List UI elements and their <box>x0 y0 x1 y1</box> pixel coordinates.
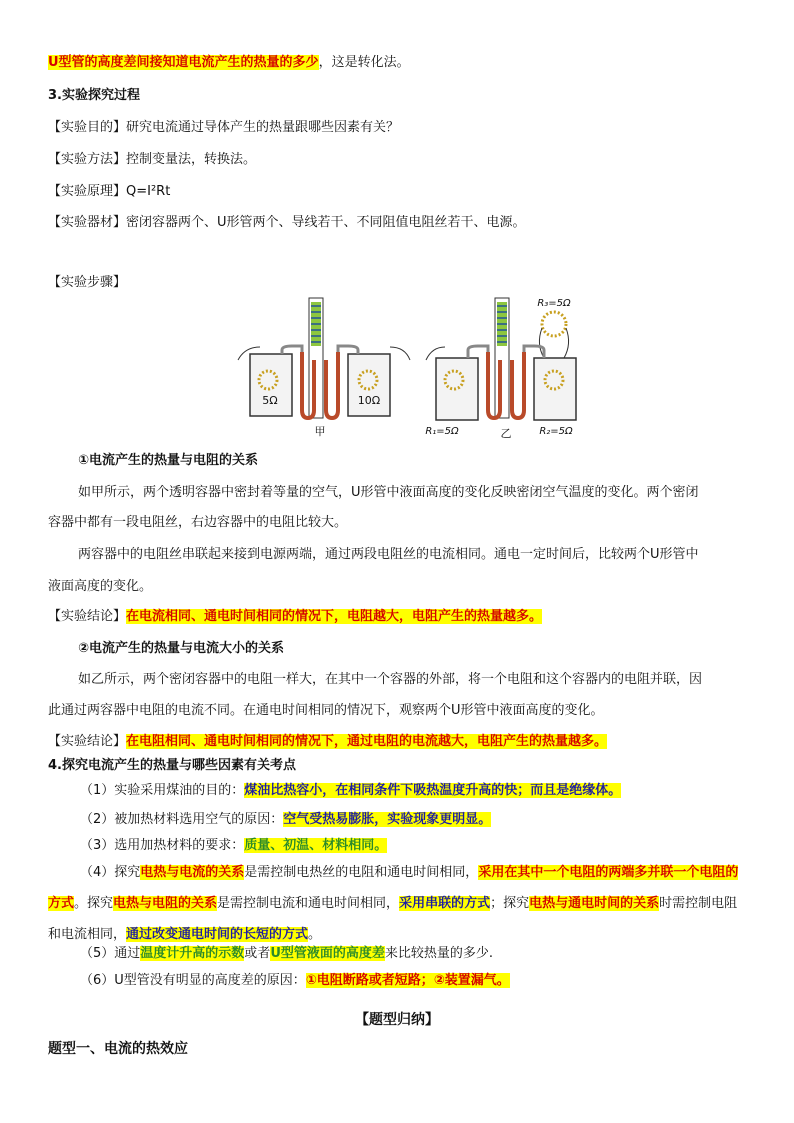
item-4-t3: 。探究 <box>74 896 114 911</box>
item-2-answer: 空气受热易膨胀，实验现象更明显。 <box>283 812 492 827</box>
apparatus-figure <box>230 292 580 442</box>
left-r1-label: 5Ω <box>262 394 278 407</box>
equipment-line <box>48 213 748 233</box>
caption-jia: 甲 <box>314 425 326 438</box>
part1-conclusion <box>48 607 748 627</box>
part2-conclusion <box>48 732 748 752</box>
item-3-text: （3）选用加热材料的要求： <box>80 838 245 853</box>
part2-para1b: 此通过两容器中电阻的电流不同。在通电时间相同的情况下，观察两个U形管中液面高度的变化。 <box>48 703 604 718</box>
item-5-key2: U型管液面的高度差 <box>270 946 385 961</box>
item-4-t6: 时需控制电阻和电流相同， <box>48 896 738 942</box>
item-3 <box>80 836 748 856</box>
item-4-t1: （4）探究 <box>80 865 141 880</box>
item-6-text: （6）U型管没有明显的高度差的原因： <box>80 973 306 988</box>
steps-label: 【实验步骤】 <box>48 275 127 290</box>
item-4-answer3: 通过改变通电时间的长短的方式 <box>126 927 309 942</box>
right-r2-label: R₂=5Ω <box>539 426 573 437</box>
part1-para1a: 如甲所示，两个透明容器中密封着等量的空气，U形管中液面高度的变化反映密闭空气温度的变化。两个密闭 <box>78 485 699 500</box>
setup-jia <box>238 298 410 438</box>
right-r3-label: R₃=5Ω <box>537 298 571 309</box>
principle-label: 【实验原理】 <box>48 184 127 199</box>
item-1-answer: 煤油比热容小，在相同条件下吸热温度升高的快；而且是绝缘体。 <box>244 783 622 798</box>
part1-para1b: 容器中都有一段电阻丝，右边容器中的电阻比较大。 <box>48 515 348 530</box>
part1-para2b: 液面高度的变化。 <box>48 579 153 594</box>
purpose-line <box>48 118 748 138</box>
item-4 <box>48 857 748 950</box>
purpose-label: 【实验目的】 <box>48 120 127 135</box>
item-4-key3: 电热与通电时间的关系 <box>529 896 660 911</box>
item-4-key1: 电热与电流的关系 <box>140 865 245 880</box>
principle-line <box>48 182 748 202</box>
item-4-answer2: 采用串联的方式 <box>399 896 491 911</box>
setup-yi <box>425 298 576 440</box>
external-resistor-icon <box>542 312 566 336</box>
item-3-answer: 质量、初温、材料相同。 <box>244 838 388 853</box>
part2-conclusion-label: 【实验结论】 <box>48 734 127 749</box>
intro-tail: ，这是转化法。 <box>318 55 410 70</box>
right-r1-label: R₁=5Ω <box>425 426 459 437</box>
item-4-answer1: 采用在其中一个电阻的两端多并联一个电阻的方式 <box>48 865 739 911</box>
part1-conclusion-text: 在电流相同、通电时间相同的情况下，电阻越大，电阻产生的热量越多。 <box>126 609 543 624</box>
item-4-t2: 是需控制电热丝的电阻和通电时间相同， <box>244 865 479 880</box>
item-2 <box>80 810 748 830</box>
intro-line <box>48 53 748 73</box>
item-5-t1: （5）通过 <box>80 946 141 961</box>
method-line <box>48 150 748 170</box>
part2-conclusion-text: 在电阻相同、通电时间相同的情况下，通过电阻的电流越大，电阻产生的热量越多。 <box>126 734 608 749</box>
section-3-title: 3.实验探究过程 <box>48 88 140 103</box>
caption-yi: 乙 <box>500 427 512 440</box>
item-1-text: （1）实验采用煤油的目的： <box>80 783 245 798</box>
item-2-text: （2）被加热材料选用空气的原因： <box>80 812 284 827</box>
item-4-t4: 是需控制电流和通电时间相同， <box>217 896 400 911</box>
method-text: 控制变量法，转换法。 <box>126 152 257 167</box>
part2-para1a: 如乙所示，两个密闭容器中的电阻一样大，在其中一个容器的外部，将一个电阻和这个容器内的电阻并联，因 <box>78 672 703 687</box>
purpose-text: 研究电流通过导体产生的热量跟哪些因素有关？ <box>126 120 400 135</box>
item-4-t5: ；探究 <box>490 896 530 911</box>
item-4-key2: 电热与电阻的关系 <box>113 896 218 911</box>
section-4-title: 4.探究电流产生的热量与哪些因素有关考点 <box>48 758 296 773</box>
item-6-answer: ①电阻断路或者短路；②装置漏气。 <box>305 973 510 988</box>
summary-title: 【题型归纳】 <box>355 1012 439 1028</box>
part2-title: ②电流产生的热量与电流大小的关系 <box>78 641 285 656</box>
intro-highlight: U型管的高度差间接知道电流产生的热量的多少 <box>48 55 319 70</box>
part1-conclusion-label: 【实验结论】 <box>48 609 127 624</box>
equipment-label: 【实验器材】 <box>48 215 127 230</box>
method-label: 【实验方法】 <box>48 152 127 167</box>
equipment-text: 密闭容器两个、U形管两个、导线若干、不同阻值电阻丝若干、电源。 <box>126 215 526 230</box>
item-5-t3: 来比较热量的多少. <box>384 946 494 961</box>
part1-para2a: 两容器中的电阻丝串联起来接到电源两端，通过两段电阻丝的电流相同。通电一定时间后，比较两个U形管中 <box>78 547 699 562</box>
principle-text: Q=I²Rt <box>126 184 171 199</box>
type1-title: 题型一、电流的热效应 <box>48 1041 188 1057</box>
item-5 <box>80 944 748 964</box>
part1-title: ①电流产生的热量与电阻的关系 <box>78 453 259 468</box>
left-r2-label: 10Ω <box>357 394 381 407</box>
item-1 <box>80 781 748 801</box>
item-4-t7: 。 <box>308 927 322 942</box>
item-5-t2: 或者 <box>244 946 271 961</box>
item-6 <box>80 971 748 991</box>
right-container-a <box>436 358 478 420</box>
item-5-key1: 温度计升高的示数 <box>140 946 245 961</box>
